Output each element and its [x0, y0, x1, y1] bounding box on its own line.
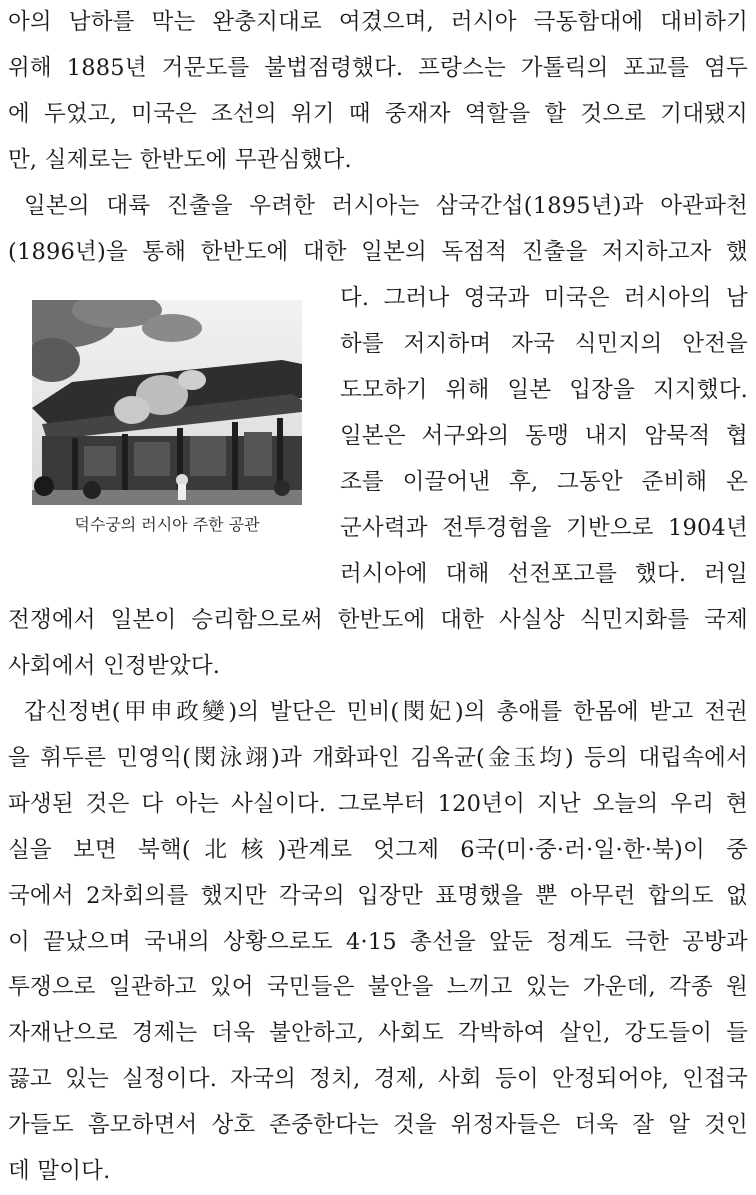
- text-line: 도모하기 위해 일본 입장을 지지했다.: [340, 376, 748, 403]
- text-line: 갑신정변(甲申政變)의 발단은 민비(閔妃)의 총애를 한몸에 받고 전권: [24, 698, 748, 725]
- text-line: 만, 실제로는 한반도에 무관심했다.: [8, 146, 352, 173]
- text-line: 에 두었고, 미국은 조선의 위기 때 중재자 역할을 할 것으로 기대됐지: [8, 100, 748, 127]
- text-line: 을 휘두른 민영익(閔泳翊)과 개화파인 김옥균(金玉均) 등의 대립속에서: [8, 744, 748, 771]
- photo-russian-legation: [32, 300, 302, 505]
- text-line: 끓고 있는 실정이다. 자국의 정치, 경제, 사회 등이 안정되어야, 인접국: [8, 1066, 748, 1093]
- text-line: 자재난으로 경제는 더욱 불안하고, 사회도 각박하여 살인, 강도들이 들: [8, 1020, 748, 1047]
- text-line: (1896년)을 통해 한반도에 대한 일본의 독점적 진출을 저지하고자 했: [8, 238, 748, 265]
- text-line: 하를 저지하며 자국 식민지의 안전을: [340, 330, 748, 357]
- text-line: 데 말이다.: [8, 1158, 111, 1185]
- text-line: 전쟁에서 일본이 승리함으로써 한반도에 대한 사실상 식민지화를 국제: [8, 606, 748, 633]
- text-line: 조를 이끌어낸 후, 그동안 준비해 온: [340, 468, 748, 495]
- text-line: 위해 1885년 거문도를 불법점령했다. 프랑스는 가톨릭의 포교를 염두: [8, 54, 748, 81]
- text-line: 다. 그러나 영국과 미국은 러시아의 남: [340, 284, 748, 311]
- text-line: 일본은 서구와의 동맹 내지 암묵적 협: [340, 422, 748, 449]
- text-line: 러시아에 대해 선전포고를 했다. 러일: [340, 560, 748, 587]
- text-line: 이 끝났으며 국내의 상황으로도 4·15 총선을 앞둔 정계도 극한 공방과: [8, 928, 748, 955]
- text-line: 군사력과 전투경험을 기반으로 1904년: [340, 514, 748, 541]
- text-line: 파생된 것은 다 아는 사실이다. 그로부터 120년이 지난 오늘의 우리 현: [8, 790, 748, 817]
- photo-image: [32, 300, 302, 505]
- text-line: 국에서 2차회의를 했지만 각국의 입장만 표명했을 뿐 아무런 합의도 없: [8, 882, 748, 909]
- text-line: 투쟁으로 일관하고 있어 국민들은 불안을 느끼고 있는 가운데, 각종 원: [8, 974, 748, 1001]
- text-line: 아의 남하를 막는 완충지대로 여겼으며, 러시아 극동함대에 대비하기: [8, 9, 748, 35]
- text-line: 일본의 대륙 진출을 우려한 러시아는 삼국간섭(1895년)과 아관파천: [24, 192, 748, 219]
- photo-caption: 덕수궁의 러시아 주한 공관: [74, 514, 260, 534]
- text-line: 사회에서 인정받았다.: [8, 652, 221, 679]
- text-line: 실을 보면 북핵(北核)관계로 엇그제 6국(미·중·러·일·한·북)이 중: [8, 836, 748, 863]
- text-line: 가들도 흠모하면서 상호 존중한다는 것을 위정자들은 더욱 잘 알 것인: [8, 1112, 748, 1139]
